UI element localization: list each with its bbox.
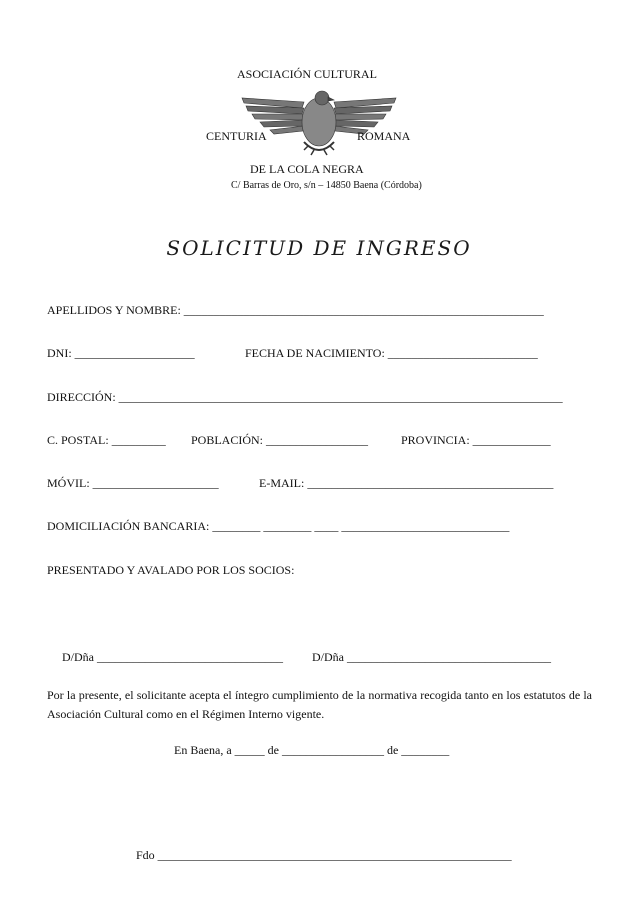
date-line[interactable]: En Baena, a _____ de _________________ de ________ <box>174 743 450 757</box>
field-provincia[interactable]: PROVINCIA: _____________ <box>401 433 551 447</box>
signature-line[interactable]: Fdo ___________________________________________________________ <box>136 848 512 862</box>
field-socio-2[interactable]: D/Dña __________________________________ <box>312 650 551 664</box>
field-dni[interactable]: DNI: ____________________ <box>47 346 195 360</box>
field-socio-1[interactable]: D/Dña _______________________________ <box>62 650 283 664</box>
field-codigo-postal[interactable]: C. POSTAL: _________ <box>47 433 166 447</box>
sponsors-label: PRESENTADO Y AVALADO POR LOS SOCIOS: <box>47 563 295 577</box>
declaration-paragraph: Por la presente, el solicitante acepta el íntegro cumplimiento de la normativa recogida tanto en los estatutos de la Asociación Cultural como en el Régimen Interno vigente. <box>47 688 592 721</box>
field-poblacion[interactable]: POBLACIÓN: _________________ <box>191 433 369 447</box>
field-email[interactable]: E-MAIL: _________________________________________ <box>259 476 554 490</box>
field-domiciliacion-bancaria[interactable]: DOMICILIACIÓN BANCARIA: ________ ________ ____ ____________________________ <box>47 519 510 533</box>
header-romana: ROMANA <box>357 129 411 143</box>
field-apellidos-nombre[interactable]: APELLIDOS Y NOMBRE: ____________________________________________________________ <box>47 303 544 317</box>
header-centuria: CENTURIA <box>206 129 267 143</box>
field-movil[interactable]: MÓVIL: _____________________ <box>47 476 219 490</box>
eagle-emblem-icon <box>234 84 404 164</box>
page-title: SOLICITUD DE INGRESO <box>166 236 472 260</box>
association-name: ASOCIACIÓN CULTURAL <box>237 67 377 81</box>
field-fecha-nacimiento[interactable]: FECHA DE NACIMIENTO: _________________________ <box>245 346 538 360</box>
header-cola-negra: DE LA COLA NEGRA <box>250 162 364 176</box>
header-address: C/ Barras de Oro, s/n – 14850 Baena (Córdoba) <box>231 180 422 191</box>
field-direccion[interactable]: DIRECCIÓN: __________________________________________________________________________ <box>47 390 563 404</box>
